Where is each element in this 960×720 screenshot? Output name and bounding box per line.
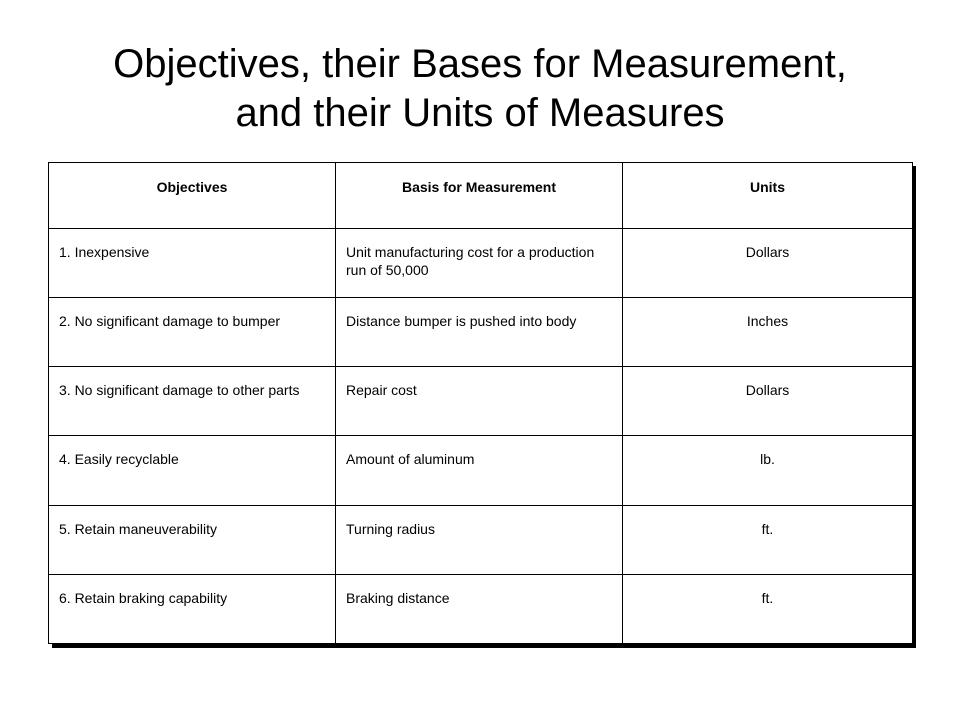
basis-cell: Unit manufacturing cost for a production run of 50,000 xyxy=(336,229,623,298)
slide-title-line-2: and their Units of Measures xyxy=(235,91,725,135)
objective-cell: 1. Inexpensive xyxy=(49,229,336,298)
basis-cell: Repair cost xyxy=(336,367,623,436)
table-row xyxy=(49,367,913,436)
units-cell: Dollars xyxy=(623,229,913,298)
objective-cell: 3. No significant damage to other parts xyxy=(49,367,336,436)
slide-title-line-1: Objectives, their Bases for Measurement, xyxy=(113,42,847,86)
units-cell: Dollars xyxy=(623,367,913,436)
table-row xyxy=(49,229,913,298)
units-cell: ft. xyxy=(623,574,913,643)
basis-cell: Braking distance xyxy=(336,574,623,643)
basis-cell: Distance bumper is pushed into body xyxy=(336,298,623,367)
table-row xyxy=(49,505,913,574)
objective-cell: 4. Easily recyclable xyxy=(49,436,336,505)
header-units: Units xyxy=(623,163,913,229)
units-cell: Inches xyxy=(623,298,913,367)
basis-cell: Amount of aluminum xyxy=(336,436,623,505)
objective-cell: 5. Retain maneuverability xyxy=(49,505,336,574)
objective-cell: 2. No significant damage to bumper xyxy=(49,298,336,367)
objectives-table-container xyxy=(48,162,912,644)
objective-cell: 6. Retain braking capability xyxy=(49,574,336,643)
objectives-table xyxy=(48,162,913,644)
units-cell: ft. xyxy=(623,505,913,574)
basis-cell: Turning radius xyxy=(336,505,623,574)
table-row xyxy=(49,436,913,505)
header-basis-for-measurement: Basis for Measurement xyxy=(336,163,623,229)
table-header-row xyxy=(49,163,913,229)
table-row xyxy=(49,574,913,643)
header-objectives: Objectives xyxy=(49,163,336,229)
units-cell: lb. xyxy=(623,436,913,505)
table-row xyxy=(49,298,913,367)
slide-title xyxy=(0,40,960,138)
